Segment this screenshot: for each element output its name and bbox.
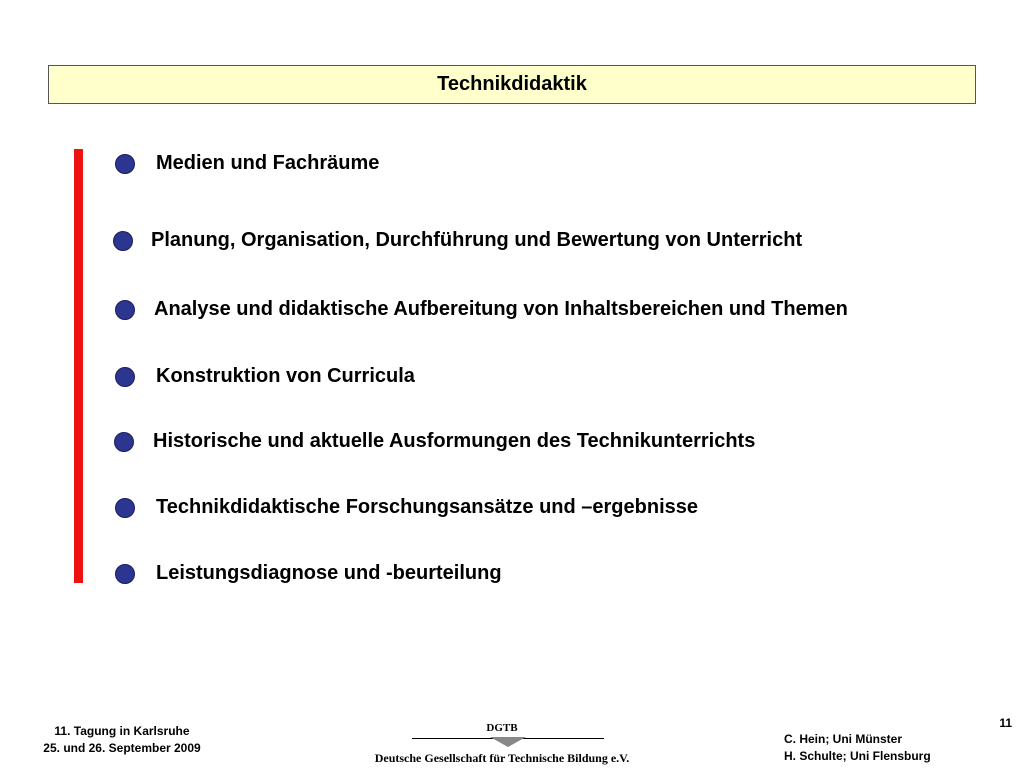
bullet-dot-icon <box>114 432 134 452</box>
footer-author-1: C. Hein; Uni Münster <box>784 732 903 746</box>
bullet-dot-icon <box>115 154 135 174</box>
bullet-dot-icon <box>115 564 135 584</box>
logo-arrow-icon <box>490 737 526 747</box>
logo-abbreviation: DGTB <box>486 722 518 734</box>
bullet-text: Technikdidaktische Forschungsansätze und –ergebnisse <box>156 496 699 518</box>
footer-event-name: 11. Tagung in Karlsruhe <box>54 724 190 738</box>
bullet-item <box>115 562 502 585</box>
logo-organization-name: Deutsche Gesellschaft für Technische Bildung e.V. <box>374 751 630 765</box>
bullet-text: Analyse und didaktische Aufbereitung von Inhaltsbereichen und Themen <box>154 298 848 320</box>
footer-author-2: H. Schulte; Uni Flensburg <box>784 749 931 763</box>
bullet-text: Konstruktion von Curricula <box>156 365 415 387</box>
page-number: 11 <box>999 716 1012 730</box>
footer-event-info <box>22 723 222 757</box>
bullet-text: Medien und Fachräume <box>156 152 380 174</box>
dgtb-logo <box>330 722 674 766</box>
title-box <box>48 65 976 104</box>
bullet-item <box>115 152 379 175</box>
bullet-dot-icon <box>115 498 135 518</box>
bullet-text: Leistungsdiagnose und -beurteilung <box>156 562 502 584</box>
bullet-text: Historische und aktuelle Ausformungen des Technikunterrichts <box>153 430 756 452</box>
bullet-item <box>115 365 415 388</box>
footer-event-date: 25. und 26. September 2009 <box>43 741 201 755</box>
footer-authors <box>784 731 984 765</box>
bullet-dot-icon <box>113 231 133 251</box>
bullet-item <box>114 430 755 453</box>
slide-title: Technikdidaktik <box>437 73 587 95</box>
bullet-dot-icon <box>115 367 135 387</box>
bullet-text: Planung, Organisation, Durchführung und Bewertung von Unterricht <box>151 229 803 251</box>
accent-bar <box>74 149 83 583</box>
bullet-item <box>115 298 848 321</box>
bullet-dot-icon <box>115 300 135 320</box>
bullet-item <box>115 496 698 519</box>
bullet-item <box>113 229 802 252</box>
